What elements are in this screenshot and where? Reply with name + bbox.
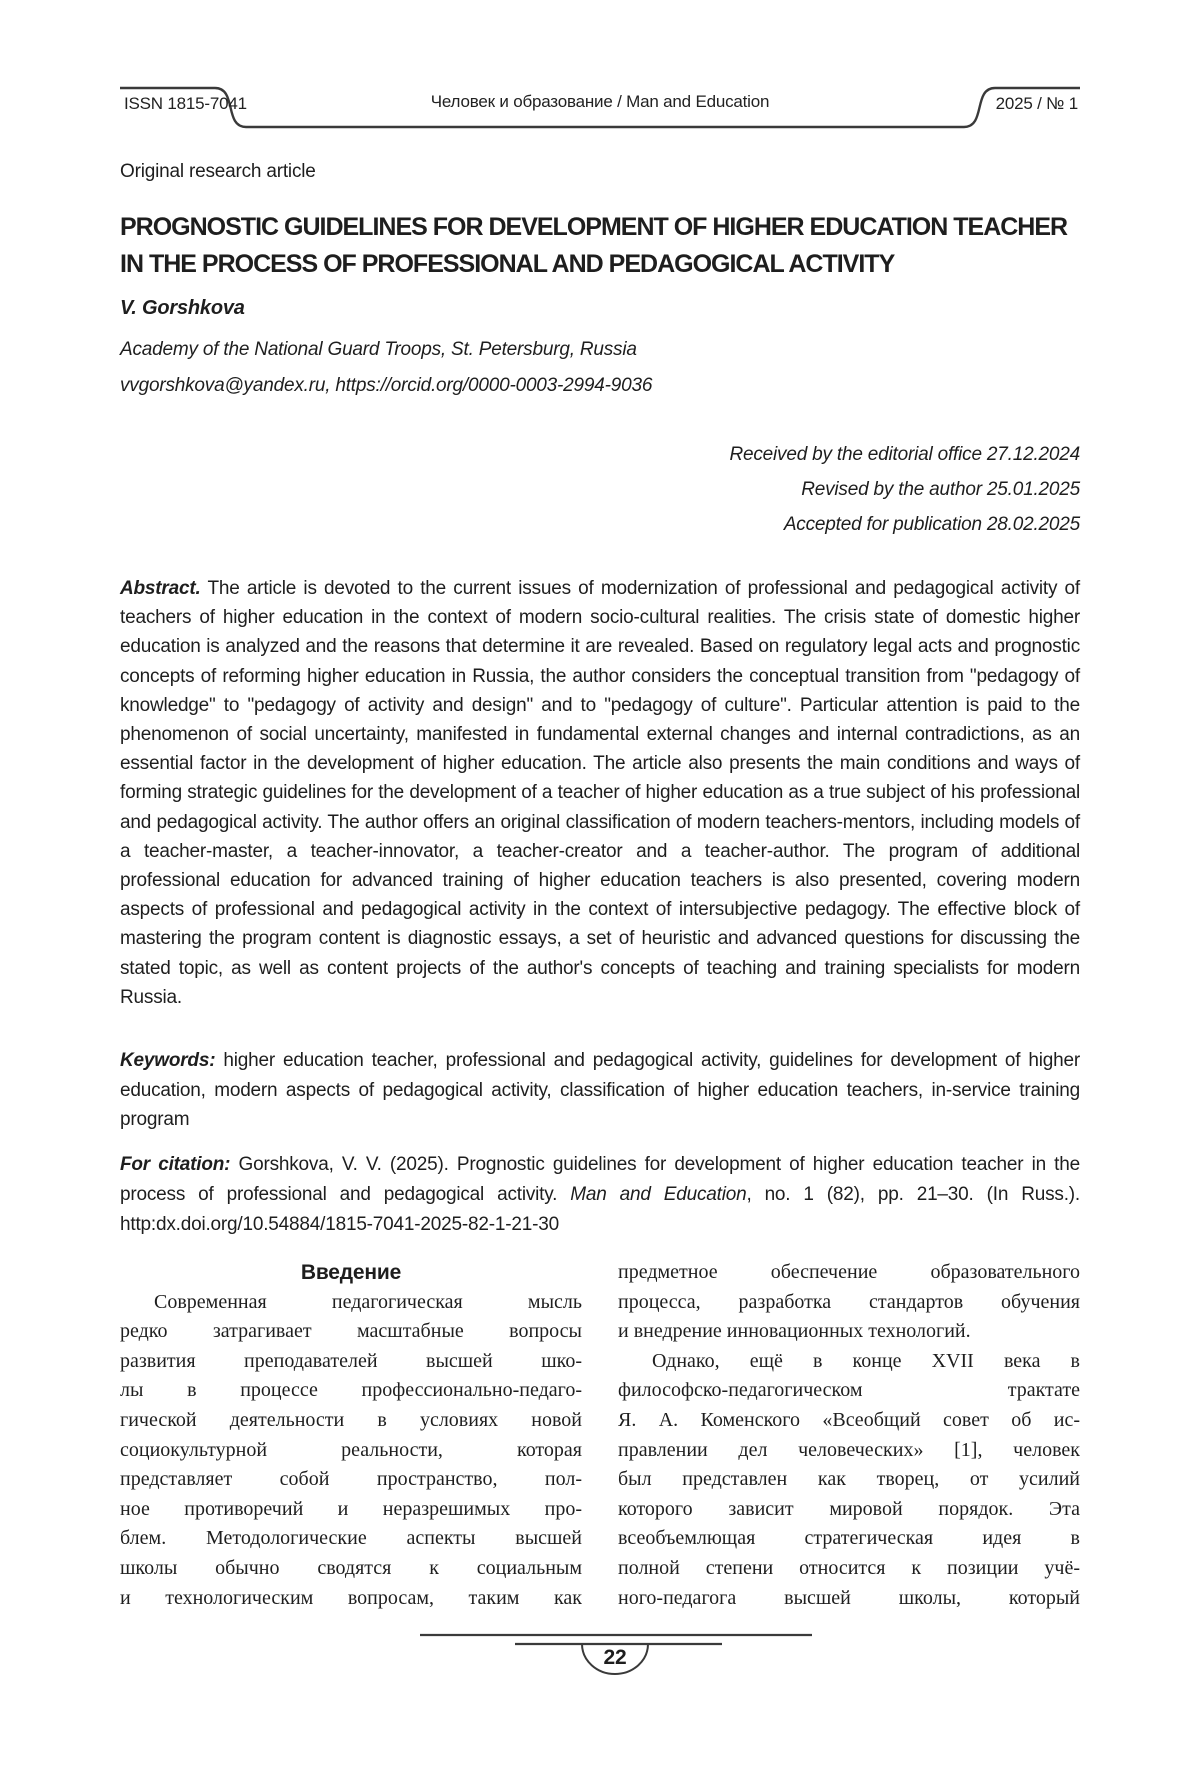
text-line: представляет собой пространство, пол- xyxy=(120,1468,582,1491)
text-line: и технологическим вопросам, таким как xyxy=(120,1586,582,1609)
text-line: всеобъемлющая стратегическая идея в xyxy=(618,1527,1080,1550)
editorial-dates xyxy=(120,437,1080,542)
text-line: социокультурной реальности, которая xyxy=(120,1438,582,1461)
text-line: философско-педагогическом трактате xyxy=(618,1379,1080,1402)
header-journal-title: Человек и образование / Man and Education xyxy=(430,92,770,111)
text-line: ное противоречий и неразрешимых про- xyxy=(120,1497,582,1520)
date-revised: Revised by the author 25.01.2025 xyxy=(801,479,1080,500)
introduction-heading: Введение xyxy=(300,1261,402,1284)
text-line: редко затрагивает масштабные вопросы xyxy=(120,1320,582,1343)
abstract-text: The article is devoted to the current issues of modernization of professional and pedagogical activity of teachers of higher education in the context of modern socio-cultural realities. The crisis state of domestic higher education is analyzed and the reasons that determine it are revealed. Based on regulatory legal acts and prognostic concepts of reforming higher education in Russia, the author considers the conceptual transition from "pedagogy of knowledge" to "pedagogy of activity and design" and to "pedagogy of culture". Particular attention is paid to the phenomenon of social uncertainty, manifested in fundamental external changes and internal contradictions, as an essential factor in the development of higher education. The article also presents the main conditions and ways of forming strategic guidelines for the development of a teacher of higher education as a true subject of his professional and pedagogical activity. The author offers an original classification of modern teachers-mentors, including models of a teacher-master, a teacher-innovator, a teacher-creator and a teacher-author. The program of additional professional education for advanced training of higher education teachers is also presented, covering modern aspects of professional and pedagogical activity in the context of intersubjective pedagogy. The effective block of mastering the program content is diagnostic essays, a set of heuristic and advanced questions for discussing the stated topic, as well as content projects of the author's concepts of teaching and training specialists for modern Russia. xyxy=(120,578,1080,1008)
citation-journal-name: Man and Education xyxy=(570,1184,747,1205)
right-column-text xyxy=(618,1258,1080,1613)
text-line: Современная педагогическая мысль xyxy=(154,1290,582,1313)
text-line: полной степени относится к позиции учё- xyxy=(618,1556,1080,1579)
abstract-paragraph xyxy=(120,574,1080,1012)
keywords-text: higher education teacher, professional and pedagogical activity, guidelines for development of higher education, modern aspects of pedagogical activity, classification of higher education teachers, in-service training program xyxy=(120,1050,1080,1130)
text-line: и внедрение инновационных технологий. xyxy=(618,1320,971,1343)
author-affiliation: Academy of the National Guard Troops, St. Petersburg, Russia xyxy=(120,339,637,360)
citation-label: For citation: xyxy=(120,1154,231,1175)
text-line: блем. Методологические аспекты высшей xyxy=(120,1527,582,1550)
abstract-label: Abstract. xyxy=(120,578,201,599)
author-name: V. Gorshkova xyxy=(120,297,245,319)
keywords-paragraph xyxy=(120,1046,1080,1135)
body-column-left xyxy=(120,1258,582,1613)
citation-text-after: , no. 1 (82), pp. 21–30. (In Russ.). http:dx.doi.org/10.54884/1815-7041-2025-82-1-21-30 xyxy=(120,1184,1080,1235)
text-line: правлении дел человеческих» [1], человек xyxy=(618,1438,1080,1461)
citation-paragraph xyxy=(120,1150,1080,1240)
keywords-label: Keywords: xyxy=(120,1050,216,1071)
text-line: ного-педагога высшей школы, который xyxy=(618,1586,1080,1609)
article-type-label: Original research article xyxy=(120,161,316,182)
citation-text-before: Gorshkova, V. V. (2025). Prognostic guidelines for development of higher education teacher in the process of professional and pedagogical activity. xyxy=(120,1154,1080,1205)
text-line: Однако, ещё в конце XVII века в xyxy=(652,1349,1080,1372)
text-line: предметное обеспечение образовательного xyxy=(618,1261,1080,1283)
text-line: был представлен как творец, от усилий xyxy=(618,1468,1080,1491)
page-number: 22 xyxy=(603,1646,627,1669)
date-received: Received by the editorial office 27.12.2024 xyxy=(729,444,1080,465)
article-title: PROGNOSTIC GUIDELINES FOR DEVELOPMENT OF HIGHER EDUCATION TEACHER IN THE PROCESS OF PROFESSIONAL AND PEDAGOGICAL ACTIVITY xyxy=(120,213,1068,278)
text-line: которого зависит мировой порядок. Эта xyxy=(618,1497,1080,1520)
text-line: лы в процессе профессионально-педаго- xyxy=(120,1379,582,1402)
left-column-text xyxy=(120,1288,582,1614)
text-line: процесса, разработка стандартов обучения xyxy=(618,1290,1080,1313)
author-contact: vvgorshkova@yandex.ru, https://orcid.org/0000-0003-2994-9036 xyxy=(120,375,653,396)
body-column-right xyxy=(618,1258,1080,1613)
text-line: гической деятельности в условиях новой xyxy=(120,1408,582,1431)
date-accepted: Accepted for publication 28.02.2025 xyxy=(783,514,1080,535)
text-line: Я. А. Коменского «Всеобщий совет об ис- xyxy=(618,1408,1080,1431)
text-line: школы обычно сводятся к социальным xyxy=(120,1556,582,1579)
header-issue: 2025 / № 1 xyxy=(995,94,1078,113)
header-issn: ISSN 1815-7041 xyxy=(124,94,247,113)
text-line: развития преподавателей высшей шко- xyxy=(120,1349,582,1372)
